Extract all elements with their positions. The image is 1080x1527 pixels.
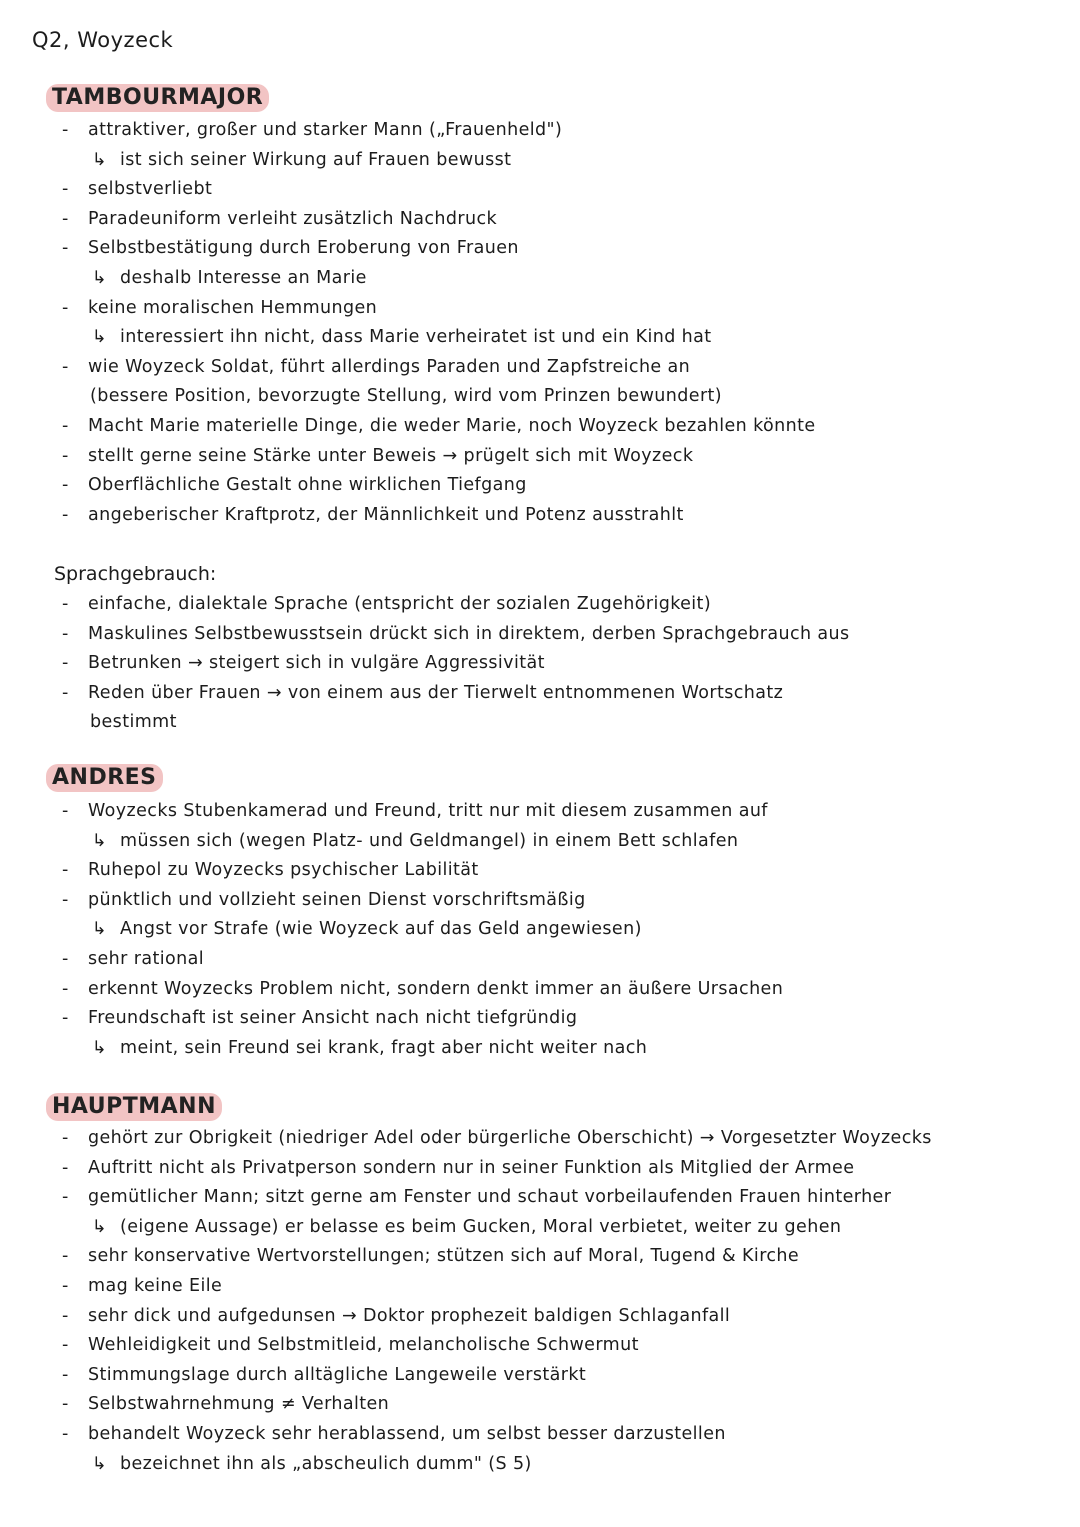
section-heading: Sprachgebrauch: [54, 563, 217, 585]
list-item-text: gehört zur Obrigkeit (niedriger Adel oder bürgerliche Oberschicht) → Vorgesetzter Woyzecks [88, 1128, 932, 1148]
list-item-text: sehr dick und aufgedunsen → Doktor prophezeit baldigen Schlaganfall [88, 1305, 731, 1326]
bullet-dash: - [62, 179, 69, 200]
page-title: Q2, Woyzeck [32, 28, 174, 52]
list-item-text: meint, sein Freund sei krank, fragt aber nicht weiter nach [120, 1037, 648, 1058]
list-item-text: Betrunken → steigert sich in vulgäre Aggressivität [88, 653, 545, 674]
list-item [62, 1333, 639, 1357]
list-item [62, 207, 498, 231]
list-item [62, 296, 378, 320]
list-item-text: Wehleidigkeit und Selbstmitleid, melancholische Schwermut [88, 1335, 639, 1356]
list-item [92, 148, 511, 172]
list-item-text: Maskulines Selbstbewusstsein drückt sich in direktem, derben Sprachgebrauch aus [88, 623, 850, 644]
list-item [62, 1304, 731, 1328]
list-item [62, 651, 545, 675]
list-item [62, 1392, 390, 1416]
list-item [92, 325, 712, 349]
section-heading: HAUPTMANN [46, 1093, 222, 1121]
list-item [62, 503, 684, 527]
list-item-text: (bessere Position, bevorzugte Stellung, wird vom Prinzen bewundert) [90, 386, 723, 407]
list-item-text: müssen sich (wegen Platz- und Geldmangel) in einem Bett schlafen [120, 830, 739, 851]
list-item-text: wie Woyzeck Soldat, führt allerdings Paraden und Zapfstreiche an [88, 356, 691, 377]
bullet-dash: - [62, 1394, 69, 1415]
sub-arrow-icon: ↳ [92, 1216, 108, 1237]
list-item [62, 1244, 800, 1268]
list-item-text: angeberischer Kraftprotz, der Männlichkeit und Potenz ausstrahlt [88, 504, 684, 525]
bullet-dash: - [62, 889, 69, 910]
list-item-text: Paradeuniform verleiht zusätzlich Nachdruck [88, 208, 498, 229]
list-item-text: erkennt Woyzecks Problem nicht, sondern denkt immer an äußere Ursachen [88, 978, 784, 999]
list-item [62, 1006, 578, 1030]
list-item-text: Freundschaft ist seiner Ansicht nach nicht tiefgründig [88, 1008, 578, 1029]
list-item-text: keine moralischen Hemmungen [88, 297, 378, 318]
bullet-dash: - [62, 416, 69, 436]
bullet-dash: - [62, 1364, 69, 1385]
sub-arrow-icon: ↳ [92, 327, 108, 348]
list-item-text: bezeichnet ihn als „abscheulich dumm" (S 5) [120, 1453, 532, 1474]
list-item [62, 1422, 726, 1446]
list-item [90, 710, 177, 734]
bullet-dash: - [62, 949, 69, 969]
sub-arrow-icon: ↳ [92, 149, 108, 170]
list-item-text: bestimmt [90, 712, 177, 733]
list-item [92, 1036, 647, 1060]
list-item [62, 888, 586, 912]
list-item-text: attraktiver, großer und starker Mann („Frauenheld") [88, 120, 563, 140]
list-item [62, 858, 479, 882]
list-item-text: Woyzecks Stubenkamerad und Freund, tritt nur mit diesem zusammen auf [88, 801, 768, 821]
list-item-text: sehr rational [88, 949, 204, 969]
list-item [62, 622, 850, 646]
list-item [62, 355, 691, 379]
list-item [62, 414, 816, 438]
list-item [62, 118, 563, 142]
list-item [62, 977, 784, 1001]
bullet-dash: - [62, 445, 69, 466]
sub-arrow-icon: ↳ [92, 919, 108, 940]
list-item-text: Macht Marie materielle Dinge, die weder Marie, noch Woyzeck bezahlen könnte [88, 416, 816, 436]
sub-arrow-icon: ↳ [92, 268, 108, 288]
list-item [92, 1215, 841, 1239]
section-heading: TAMBOURMAJOR [46, 84, 269, 112]
sub-arrow-icon: ↳ [92, 1037, 108, 1058]
list-item-text: Angst vor Strafe (wie Woyzeck auf das Geld angewiesen) [120, 919, 642, 940]
bullet-dash: - [62, 1424, 69, 1444]
list-item [62, 947, 204, 971]
bullet-dash: - [62, 1305, 69, 1326]
list-item [92, 829, 738, 853]
bullet-dash: - [62, 1128, 69, 1148]
list-item-text: interessiert ihn nicht, dass Marie verheiratet ist und ein Kind hat [120, 327, 712, 348]
bullet-dash: - [62, 1276, 69, 1296]
list-item [62, 1185, 892, 1209]
bullet-dash: - [62, 475, 69, 496]
list-item-text: Ruhepol zu Woyzecks psychischer Labilität [88, 860, 479, 881]
bullet-dash: - [62, 356, 69, 377]
list-item-text: pünktlich und vollzieht seinen Dienst vorschriftsmäßig [88, 889, 586, 910]
list-item [90, 384, 722, 408]
bullet-dash: - [62, 623, 69, 644]
bullet-dash: - [62, 1246, 69, 1267]
bullet-dash: - [62, 801, 69, 821]
bullet-dash: - [62, 208, 69, 229]
bullet-dash: - [62, 682, 69, 703]
list-item-text: (eigene Aussage) er belasse es beim Gucken, Moral verbietet, weiter zu gehen [120, 1216, 842, 1237]
bullet-dash: - [62, 1157, 69, 1178]
bullet-dash: - [62, 978, 69, 999]
sub-arrow-icon: ↳ [92, 1453, 108, 1474]
list-item [92, 266, 367, 290]
list-item-text: ist sich seiner Wirkung auf Frauen bewusst [120, 149, 512, 170]
bullet-dash: - [62, 120, 69, 140]
list-item-text: einfache, dialektale Sprache (entspricht der sozialen Zugehörigkeit) [88, 594, 712, 614]
list-item-text: Oberflächliche Gestalt ohne wirklichen Tiefgang [88, 475, 527, 496]
list-item [62, 1156, 855, 1180]
section-heading: ANDRES [46, 764, 163, 792]
bullet-dash: - [62, 1187, 69, 1208]
list-item [62, 1274, 223, 1298]
list-item [92, 917, 642, 941]
list-item [62, 473, 527, 497]
list-item-text: Auftritt nicht als Privatperson sondern nur in seiner Funktion als Mitglied der Armee [88, 1157, 855, 1178]
list-item-text: behandelt Woyzeck sehr herablassend, um selbst besser darzustellen [88, 1424, 726, 1444]
list-item-text: Stimmungslage durch alltägliche Langeweile verstärkt [88, 1364, 587, 1385]
list-item [62, 177, 213, 201]
bullet-dash: - [62, 594, 69, 614]
bullet-dash: - [62, 504, 69, 525]
bullet-dash: - [62, 653, 69, 674]
list-item-text: Reden über Frauen → von einem aus der Tierwelt entnommenen Wortschatz [88, 682, 784, 703]
list-item-text: gemütlicher Mann; sitzt gerne am Fenster und schaut vorbeilaufenden Frauen hinterher [88, 1187, 892, 1208]
bullet-dash: - [62, 238, 69, 259]
list-item-text: selbstverliebt [88, 179, 213, 200]
list-item-text: Selbstwahrnehmung ≠ Verhalten [88, 1394, 390, 1415]
list-item [62, 1126, 932, 1150]
list-item [62, 799, 768, 823]
bullet-dash: - [62, 297, 69, 318]
list-item [92, 1452, 532, 1476]
list-item-text: sehr konservative Wertvorstellungen; stützen sich auf Moral, Tugend & Kirche [88, 1246, 800, 1267]
list-item [62, 681, 784, 705]
list-item [62, 444, 694, 468]
list-item-text: deshalb Interesse an Marie [120, 268, 367, 288]
list-item [62, 1363, 587, 1387]
list-item [62, 236, 519, 260]
list-item-text: mag keine Eile [88, 1276, 223, 1296]
sub-arrow-icon: ↳ [92, 830, 108, 851]
list-item-text: stellt gerne seine Stärke unter Beweis → prügelt sich mit Woyzeck [88, 445, 694, 466]
bullet-dash: - [62, 860, 69, 881]
list-item-text: Selbstbestätigung durch Eroberung von Frauen [88, 238, 519, 259]
bullet-dash: - [62, 1335, 69, 1356]
list-item [62, 592, 712, 616]
bullet-dash: - [62, 1008, 69, 1029]
